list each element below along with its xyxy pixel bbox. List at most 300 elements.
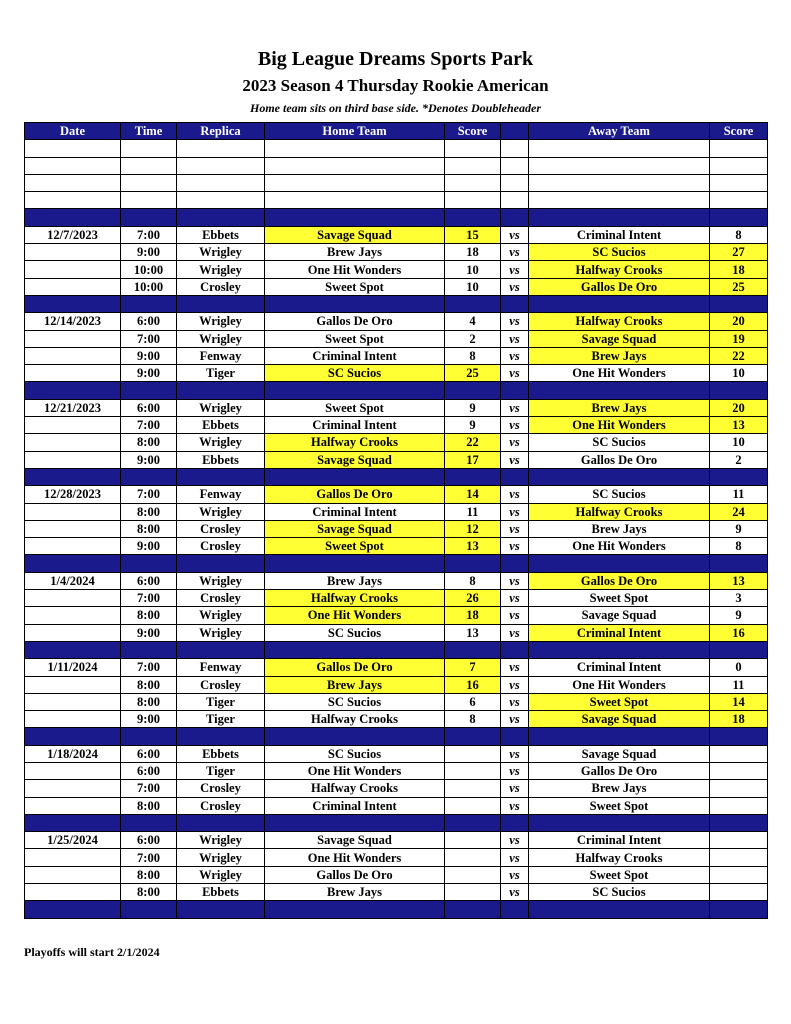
- empty-cell: [25, 140, 121, 157]
- week-separator: [25, 382, 768, 399]
- empty-cell: [445, 382, 501, 399]
- away-score: 8: [710, 226, 768, 243]
- away-team: Savage Squad: [529, 745, 710, 762]
- away-score: 3: [710, 590, 768, 607]
- game-date: 1/25/2024: [25, 832, 121, 849]
- home-team: SC Sucios: [265, 624, 445, 641]
- empty-cell: [265, 174, 445, 191]
- game-row: [25, 884, 768, 901]
- empty-cell: [177, 382, 265, 399]
- empty-row: [25, 157, 768, 174]
- away-team: One Hit Wonders: [529, 417, 710, 434]
- game-time: 6:00: [121, 399, 177, 416]
- game-date: [25, 590, 121, 607]
- game-replica: Crosley: [177, 676, 265, 693]
- game-time: 7:00: [121, 330, 177, 347]
- away-team: Halfway Crooks: [529, 261, 710, 278]
- home-team: Sweet Spot: [265, 330, 445, 347]
- empty-cell: [25, 728, 121, 745]
- away-score: 9: [710, 607, 768, 624]
- away-score: [710, 780, 768, 797]
- game-row: [25, 503, 768, 520]
- game-date: [25, 417, 121, 434]
- empty-cell: [177, 174, 265, 191]
- game-time: 8:00: [121, 520, 177, 537]
- vs-label: vs: [501, 399, 529, 416]
- home-team: Gallos De Oro: [265, 866, 445, 883]
- away-team: Sweet Spot: [529, 590, 710, 607]
- vs-label: vs: [501, 538, 529, 555]
- empty-cell: [265, 209, 445, 226]
- vs-label: vs: [501, 486, 529, 503]
- empty-cell: [710, 209, 768, 226]
- empty-cell: [529, 192, 710, 209]
- empty-cell: [25, 157, 121, 174]
- empty-cell: [710, 468, 768, 485]
- vs-label: vs: [501, 624, 529, 641]
- vs-label: vs: [501, 590, 529, 607]
- game-row: [25, 434, 768, 451]
- home-score: [445, 832, 501, 849]
- home-team: SC Sucios: [265, 745, 445, 762]
- page-subtitle: 2023 Season 4 Thursday Rookie American: [242, 76, 549, 95]
- away-team: Criminal Intent: [529, 659, 710, 676]
- game-time: 7:00: [121, 226, 177, 243]
- empty-cell: [121, 157, 177, 174]
- vs-label: vs: [501, 572, 529, 589]
- empty-cell: [265, 468, 445, 485]
- empty-cell: [445, 295, 501, 312]
- game-row: [25, 849, 768, 866]
- home-team: One Hit Wonders: [265, 607, 445, 624]
- week-separator: [25, 641, 768, 658]
- schedule-body: [25, 140, 768, 918]
- empty-cell: [177, 814, 265, 831]
- empty-cell: [121, 295, 177, 312]
- empty-cell: [710, 814, 768, 831]
- away-team: Sweet Spot: [529, 866, 710, 883]
- home-team: Criminal Intent: [265, 347, 445, 364]
- away-team: SC Sucios: [529, 486, 710, 503]
- home-team: One Hit Wonders: [265, 261, 445, 278]
- empty-cell: [121, 814, 177, 831]
- game-row: [25, 711, 768, 728]
- game-row: [25, 590, 768, 607]
- away-team: Savage Squad: [529, 711, 710, 728]
- empty-cell: [501, 814, 529, 831]
- game-replica: Wrigley: [177, 572, 265, 589]
- home-score: 18: [445, 244, 501, 261]
- game-time: 9:00: [121, 244, 177, 261]
- empty-cell: [710, 295, 768, 312]
- empty-cell: [265, 728, 445, 745]
- away-score: [710, 745, 768, 762]
- home-score: 25: [445, 365, 501, 382]
- vs-label: vs: [501, 434, 529, 451]
- home-team: Halfway Crooks: [265, 434, 445, 451]
- empty-cell: [501, 468, 529, 485]
- empty-cell: [25, 641, 121, 658]
- col-time: Time: [121, 123, 177, 140]
- empty-cell: [177, 209, 265, 226]
- empty-cell: [529, 174, 710, 191]
- game-date: 12/7/2023: [25, 226, 121, 243]
- empty-cell: [177, 901, 265, 918]
- home-score: 14: [445, 486, 501, 503]
- home-team: Gallos De Oro: [265, 486, 445, 503]
- game-replica: Crosley: [177, 278, 265, 295]
- empty-row: [25, 140, 768, 157]
- vs-label: vs: [501, 797, 529, 814]
- empty-cell: [121, 209, 177, 226]
- empty-cell: [710, 641, 768, 658]
- away-score: 25: [710, 278, 768, 295]
- game-replica: Tiger: [177, 762, 265, 779]
- empty-cell: [529, 728, 710, 745]
- vs-label: vs: [501, 832, 529, 849]
- empty-cell: [445, 641, 501, 658]
- game-replica: Crosley: [177, 780, 265, 797]
- game-replica: Ebbets: [177, 226, 265, 243]
- game-time: 7:00: [121, 417, 177, 434]
- game-time: 8:00: [121, 676, 177, 693]
- home-score: 8: [445, 711, 501, 728]
- home-team: Sweet Spot: [265, 278, 445, 295]
- game-date: [25, 797, 121, 814]
- home-score: 9: [445, 399, 501, 416]
- game-date: [25, 520, 121, 537]
- empty-row: [25, 174, 768, 191]
- week-separator: [25, 555, 768, 572]
- empty-cell: [25, 192, 121, 209]
- home-team: Sweet Spot: [265, 399, 445, 416]
- empty-cell: [177, 295, 265, 312]
- empty-cell: [710, 728, 768, 745]
- game-replica: Wrigley: [177, 832, 265, 849]
- home-team: Halfway Crooks: [265, 590, 445, 607]
- game-replica: Wrigley: [177, 624, 265, 641]
- empty-cell: [501, 174, 529, 191]
- away-score: [710, 832, 768, 849]
- game-time: 6:00: [121, 762, 177, 779]
- col-away-score: Score: [710, 123, 768, 140]
- week-separator: [25, 814, 768, 831]
- away-team: One Hit Wonders: [529, 676, 710, 693]
- home-score: 10: [445, 261, 501, 278]
- home-team: Brew Jays: [265, 572, 445, 589]
- away-team: Criminal Intent: [529, 226, 710, 243]
- game-row: [25, 762, 768, 779]
- away-team: Brew Jays: [529, 520, 710, 537]
- game-replica: Ebbets: [177, 745, 265, 762]
- game-date: [25, 538, 121, 555]
- away-team: Gallos De Oro: [529, 762, 710, 779]
- away-team: Halfway Crooks: [529, 849, 710, 866]
- empty-cell: [265, 157, 445, 174]
- home-team: Halfway Crooks: [265, 780, 445, 797]
- game-time: 9:00: [121, 711, 177, 728]
- away-score: 0: [710, 659, 768, 676]
- game-time: 7:00: [121, 849, 177, 866]
- game-row: [25, 676, 768, 693]
- empty-cell: [25, 901, 121, 918]
- home-team: Brew Jays: [265, 884, 445, 901]
- game-date: [25, 503, 121, 520]
- week-separator: [25, 901, 768, 918]
- game-date: 12/28/2023: [25, 486, 121, 503]
- game-replica: Wrigley: [177, 399, 265, 416]
- home-score: 22: [445, 434, 501, 451]
- away-score: 10: [710, 365, 768, 382]
- game-replica: Wrigley: [177, 503, 265, 520]
- empty-cell: [121, 174, 177, 191]
- vs-label: vs: [501, 866, 529, 883]
- home-score: 13: [445, 538, 501, 555]
- game-time: 9:00: [121, 624, 177, 641]
- vs-label: vs: [501, 278, 529, 295]
- game-row: [25, 313, 768, 330]
- home-score: 18: [445, 607, 501, 624]
- page-title: Big League Dreams Sports Park: [257, 48, 534, 70]
- away-team: Savage Squad: [529, 607, 710, 624]
- away-score: 14: [710, 693, 768, 710]
- home-score: 2: [445, 330, 501, 347]
- empty-cell: [25, 295, 121, 312]
- home-score: [445, 797, 501, 814]
- vs-label: vs: [501, 451, 529, 468]
- empty-cell: [265, 901, 445, 918]
- playoffs-note: Playoffs will start 2/1/2024: [24, 945, 160, 959]
- away-score: 16: [710, 624, 768, 641]
- game-date: [25, 330, 121, 347]
- vs-label: vs: [501, 365, 529, 382]
- empty-cell: [529, 157, 710, 174]
- away-score: 19: [710, 330, 768, 347]
- empty-cell: [445, 555, 501, 572]
- away-score: 10: [710, 434, 768, 451]
- away-score: 18: [710, 711, 768, 728]
- game-row: [25, 347, 768, 364]
- col-vs: [501, 123, 529, 140]
- game-date: [25, 866, 121, 883]
- empty-cell: [25, 814, 121, 831]
- empty-cell: [529, 814, 710, 831]
- game-date: [25, 849, 121, 866]
- game-time: 6:00: [121, 572, 177, 589]
- game-time: 8:00: [121, 434, 177, 451]
- empty-cell: [445, 901, 501, 918]
- game-time: 7:00: [121, 590, 177, 607]
- empty-cell: [121, 192, 177, 209]
- game-time: 7:00: [121, 659, 177, 676]
- vs-label: vs: [501, 884, 529, 901]
- empty-cell: [265, 641, 445, 658]
- empty-cell: [265, 814, 445, 831]
- away-score: 20: [710, 313, 768, 330]
- game-replica: Wrigley: [177, 607, 265, 624]
- vs-label: vs: [501, 745, 529, 762]
- home-score: 9: [445, 417, 501, 434]
- empty-cell: [265, 140, 445, 157]
- home-score: 12: [445, 520, 501, 537]
- game-date: [25, 434, 121, 451]
- away-score: 27: [710, 244, 768, 261]
- game-row: [25, 866, 768, 883]
- game-date: 12/14/2023: [25, 313, 121, 330]
- away-team: Halfway Crooks: [529, 313, 710, 330]
- game-date: [25, 711, 121, 728]
- home-score: [445, 762, 501, 779]
- empty-cell: [265, 192, 445, 209]
- game-date: 12/21/2023: [25, 399, 121, 416]
- empty-cell: [710, 901, 768, 918]
- game-time: 9:00: [121, 365, 177, 382]
- empty-cell: [265, 555, 445, 572]
- game-row: [25, 572, 768, 589]
- game-replica: Wrigley: [177, 866, 265, 883]
- home-team: Gallos De Oro: [265, 659, 445, 676]
- empty-cell: [501, 192, 529, 209]
- game-row: [25, 520, 768, 537]
- game-time: 8:00: [121, 797, 177, 814]
- col-replica: Replica: [177, 123, 265, 140]
- empty-cell: [529, 641, 710, 658]
- empty-cell: [710, 140, 768, 157]
- empty-cell: [710, 192, 768, 209]
- week-separator: [25, 295, 768, 312]
- home-team: Gallos De Oro: [265, 313, 445, 330]
- game-date: [25, 693, 121, 710]
- empty-cell: [177, 140, 265, 157]
- empty-cell: [445, 140, 501, 157]
- home-score: 16: [445, 676, 501, 693]
- empty-cell: [501, 209, 529, 226]
- game-time: 8:00: [121, 607, 177, 624]
- vs-label: vs: [501, 226, 529, 243]
- away-team: One Hit Wonders: [529, 538, 710, 555]
- game-row: [25, 486, 768, 503]
- empty-cell: [445, 174, 501, 191]
- game-row: [25, 745, 768, 762]
- home-team: One Hit Wonders: [265, 762, 445, 779]
- game-replica: Wrigley: [177, 849, 265, 866]
- away-team: Brew Jays: [529, 347, 710, 364]
- vs-label: vs: [501, 693, 529, 710]
- game-replica: Crosley: [177, 538, 265, 555]
- game-row: [25, 538, 768, 555]
- game-row: [25, 832, 768, 849]
- game-time: 6:00: [121, 745, 177, 762]
- game-replica: Crosley: [177, 590, 265, 607]
- vs-label: vs: [501, 520, 529, 537]
- game-replica: Tiger: [177, 693, 265, 710]
- empty-cell: [121, 468, 177, 485]
- away-score: 20: [710, 399, 768, 416]
- home-score: 11: [445, 503, 501, 520]
- game-row: [25, 365, 768, 382]
- home-team: Halfway Crooks: [265, 711, 445, 728]
- col-date: Date: [25, 123, 121, 140]
- empty-cell: [121, 382, 177, 399]
- game-time: 6:00: [121, 313, 177, 330]
- game-date: 1/11/2024: [25, 659, 121, 676]
- home-team: Savage Squad: [265, 451, 445, 468]
- empty-cell: [121, 728, 177, 745]
- away-score: [710, 849, 768, 866]
- col-home-team: Home Team: [265, 123, 445, 140]
- col-home-score: Score: [445, 123, 501, 140]
- vs-label: vs: [501, 780, 529, 797]
- game-row: [25, 624, 768, 641]
- home-score: 10: [445, 278, 501, 295]
- game-time: 8:00: [121, 693, 177, 710]
- empty-cell: [445, 814, 501, 831]
- home-score: [445, 849, 501, 866]
- header-row: [25, 123, 768, 140]
- empty-cell: [25, 209, 121, 226]
- game-row: [25, 226, 768, 243]
- away-team: SC Sucios: [529, 884, 710, 901]
- empty-cell: [25, 468, 121, 485]
- game-row: [25, 330, 768, 347]
- home-team: Savage Squad: [265, 226, 445, 243]
- empty-cell: [177, 555, 265, 572]
- empty-cell: [529, 209, 710, 226]
- empty-cell: [710, 382, 768, 399]
- empty-cell: [501, 555, 529, 572]
- empty-cell: [445, 209, 501, 226]
- empty-cell: [121, 140, 177, 157]
- away-team: SC Sucios: [529, 244, 710, 261]
- empty-cell: [501, 641, 529, 658]
- empty-cell: [501, 295, 529, 312]
- empty-cell: [177, 192, 265, 209]
- empty-cell: [177, 157, 265, 174]
- game-replica: Ebbets: [177, 451, 265, 468]
- empty-cell: [121, 641, 177, 658]
- page-note: Home team sits on third base side. *Denotes Doubleheader: [250, 101, 541, 115]
- away-team: Sweet Spot: [529, 797, 710, 814]
- vs-label: vs: [501, 659, 529, 676]
- game-replica: Wrigley: [177, 313, 265, 330]
- away-team: SC Sucios: [529, 434, 710, 451]
- away-score: 9: [710, 520, 768, 537]
- empty-cell: [529, 468, 710, 485]
- vs-label: vs: [501, 347, 529, 364]
- empty-cell: [501, 140, 529, 157]
- home-score: [445, 745, 501, 762]
- away-score: [710, 884, 768, 901]
- game-time: 9:00: [121, 451, 177, 468]
- game-date: 1/18/2024: [25, 745, 121, 762]
- home-team: Brew Jays: [265, 244, 445, 261]
- home-score: 17: [445, 451, 501, 468]
- game-replica: Fenway: [177, 659, 265, 676]
- empty-cell: [529, 382, 710, 399]
- col-away-team: Away Team: [529, 123, 710, 140]
- game-replica: Wrigley: [177, 244, 265, 261]
- vs-label: vs: [501, 676, 529, 693]
- empty-cell: [25, 555, 121, 572]
- empty-cell: [501, 901, 529, 918]
- game-replica: Fenway: [177, 486, 265, 503]
- game-date: [25, 347, 121, 364]
- game-date: [25, 365, 121, 382]
- away-score: 13: [710, 572, 768, 589]
- home-score: [445, 866, 501, 883]
- home-score: 6: [445, 693, 501, 710]
- away-team: Criminal Intent: [529, 832, 710, 849]
